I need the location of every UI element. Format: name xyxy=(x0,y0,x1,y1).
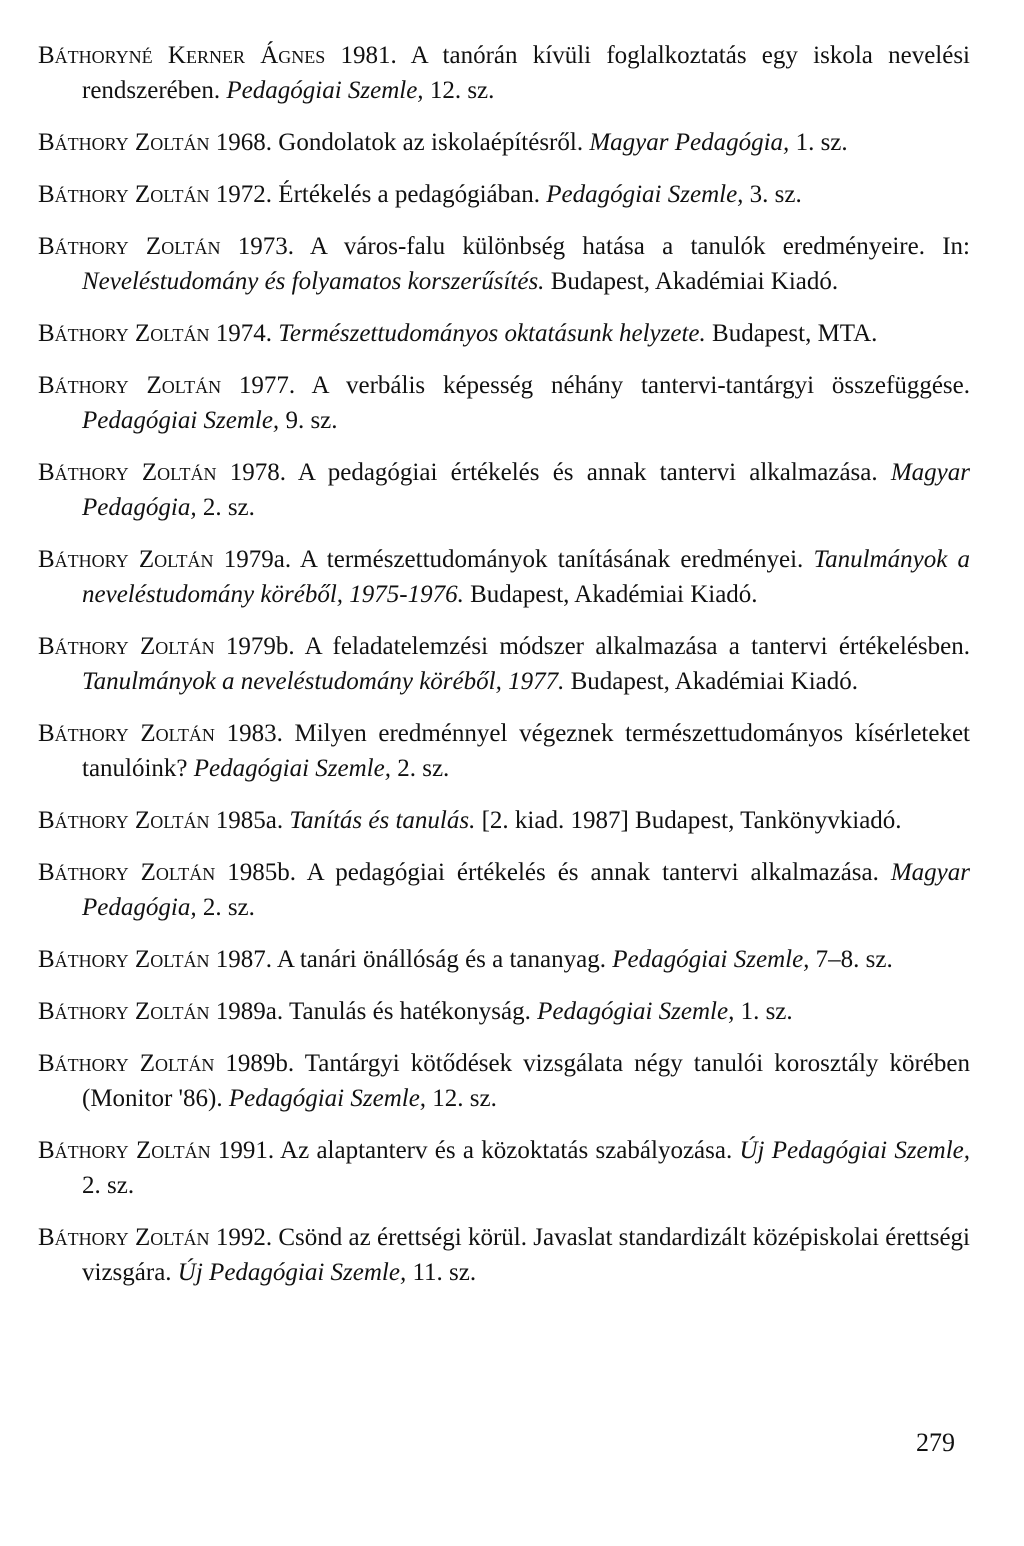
reference-text: Budapest, Akadémiai Kiadó. xyxy=(463,581,758,608)
reference-source-title: Új Pedagógiai Szemle, xyxy=(739,1137,970,1164)
reference-source-title: Természettudományos oktatásunk helyzete. xyxy=(278,320,706,347)
reference-year: 1978 xyxy=(229,459,280,486)
reference-text: . A verbális képesség néhány tantervi-tantárgyi összefüggése. xyxy=(288,372,970,399)
reference-author: Báthory Zoltán xyxy=(38,633,215,660)
reference-year: 1974 xyxy=(215,320,266,347)
reference-author: Báthory Zoltán xyxy=(38,720,215,747)
reference-author: Báthory Zoltán xyxy=(38,998,210,1025)
reference-entry xyxy=(38,229,970,299)
reference-source-title: Magyar Pedagógia, xyxy=(589,129,790,156)
reference-text: 2. sz. xyxy=(196,894,255,921)
reference-text: . A feladatelemzési módszer alkalmazása a tantervi értékelésben. xyxy=(288,633,970,660)
reference-entry xyxy=(38,1046,970,1116)
reference-year: 1973 xyxy=(237,233,288,260)
reference-year: 1968 xyxy=(215,129,266,156)
reference-text: . A tanórán kívüli foglalkoztatás egy iskola nevelési rendszerében. xyxy=(82,42,971,104)
reference-text: . A tanári önállóság és a tananyag. xyxy=(265,946,613,973)
reference-author: Báthory Zoltán xyxy=(38,807,210,834)
reference-text: . Milyen eredménnyel végeznek természettudományos kísérleteket tanulóink? xyxy=(82,720,970,782)
reference-source-title: Pedagógiai Szemle, xyxy=(193,755,391,782)
reference-entry xyxy=(38,38,970,108)
reference-text: 1. sz. xyxy=(734,998,793,1025)
reference-entry xyxy=(38,542,970,612)
reference-text: [2. kiad. 1987] Budapest, Tankönyvkiadó. xyxy=(475,807,902,834)
reference-text: . xyxy=(276,807,290,834)
reference-entry xyxy=(38,716,970,786)
reference-text: . Csönd az érettségi körül. Javaslat standardizált középiskolai érettségi vizsgára. xyxy=(82,1224,970,1286)
reference-year: 1987 xyxy=(215,946,266,973)
reference-year: 1983 xyxy=(226,720,277,747)
reference-text: 1. sz. xyxy=(789,129,848,156)
reference-source-title: Pedagógiai Szemle, xyxy=(226,77,424,104)
reference-source-title: Pedagógiai Szemle, xyxy=(537,998,735,1025)
reference-text: 7–8. sz. xyxy=(809,946,893,973)
reference-source-title: Tanulmányok a neveléstudomány köréből, 1975-1976. xyxy=(82,546,970,608)
reference-year: 1991 xyxy=(217,1137,268,1164)
reference-entry xyxy=(38,1220,970,1290)
reference-author: Báthory Zoltán xyxy=(38,859,216,886)
reference-year: 1989a xyxy=(215,998,277,1025)
reference-author: Báthoryné Kerner Ágnes xyxy=(38,42,326,69)
reference-source-title: Tanulmányok a neveléstudomány köréből, 1977. xyxy=(82,668,565,695)
reference-year: 1992 xyxy=(215,1224,266,1251)
reference-author: Báthory Zoltán xyxy=(38,372,222,399)
reference-author: Báthory Zoltán xyxy=(38,320,210,347)
reference-list xyxy=(38,38,970,1307)
reference-author: Báthory Zoltán xyxy=(38,1050,215,1077)
reference-text: 2. sz. xyxy=(196,494,255,521)
reference-year: 1972 xyxy=(215,181,266,208)
reference-text: 3. sz. xyxy=(743,181,802,208)
reference-author: Báthory Zoltán xyxy=(38,1137,211,1164)
reference-text: . Gondolatok az iskolaépítésről. xyxy=(265,129,590,156)
reference-text: 2. sz. xyxy=(390,755,450,782)
reference-year: 1979a xyxy=(223,546,285,573)
reference-entry xyxy=(38,368,970,438)
reference-source-title: Tanítás és tanulás. xyxy=(289,807,476,834)
reference-year: 1979b xyxy=(225,633,289,660)
reference-entry xyxy=(38,455,970,525)
reference-text: . A pedagógiai értékelés és annak tantervi alkalmazása. xyxy=(279,459,891,486)
reference-entry xyxy=(38,994,970,1029)
reference-entry xyxy=(38,629,970,699)
reference-text: 9. sz. xyxy=(279,407,338,434)
reference-source-title: Magyar Pedagógia, xyxy=(82,859,971,921)
reference-text: Budapest, MTA. xyxy=(705,320,878,347)
reference-entry xyxy=(38,855,970,925)
reference-author: Báthory Zoltán xyxy=(38,546,214,573)
reference-text: 2. sz. xyxy=(82,1172,135,1199)
reference-text: Budapest, Akadémiai Kiadó. xyxy=(564,668,859,695)
reference-entry xyxy=(38,942,970,977)
reference-entry xyxy=(38,316,970,351)
reference-text: Budapest, Akadémiai Kiadó. xyxy=(544,268,839,295)
reference-entry xyxy=(38,1133,970,1203)
reference-text: . Tantárgyi kötődések vizsgálata négy tanulói korosztály körében (Monitor '86). xyxy=(82,1050,970,1112)
reference-year: 1977 xyxy=(238,372,289,399)
reference-source-title: Új Pedagógiai Szemle, xyxy=(177,1259,407,1286)
reference-text: . xyxy=(265,320,279,347)
reference-source-title: Pedagógiai Szemle, xyxy=(612,946,810,973)
reference-author: Báthory Zoltán xyxy=(38,946,210,973)
reference-source-title: Pedagógiai Szemle, xyxy=(228,1085,427,1112)
reference-source-title: Pedagógiai Szemle, xyxy=(82,407,280,434)
reference-author: Báthory Zoltán xyxy=(38,233,221,260)
reference-text: . A természettudományok tanításának eredményei. xyxy=(284,546,814,573)
reference-text: . Tanulás és hatékonyság. xyxy=(276,998,538,1025)
page-number: 279 xyxy=(916,1428,955,1457)
reference-source-title: Neveléstudomány és folyamatos korszerűsítés. xyxy=(82,268,545,295)
reference-text: . Értékelés a pedagógiában. xyxy=(265,181,547,208)
reference-author: Báthory Zoltán xyxy=(38,129,210,156)
reference-entry xyxy=(38,177,970,212)
reference-year: 1981 xyxy=(340,42,391,69)
reference-source-title: Pedagógiai Szemle, xyxy=(546,181,744,208)
reference-author: Báthory Zoltán xyxy=(38,181,210,208)
reference-text: 11. sz. xyxy=(406,1259,477,1286)
reference-author: Báthory Zoltán xyxy=(38,459,217,486)
reference-author: Báthory Zoltán xyxy=(38,1224,210,1251)
reference-entry xyxy=(38,803,970,838)
reference-text: 12. sz. xyxy=(423,77,495,104)
reference-entry xyxy=(38,125,970,160)
reference-text: . A város-falu különbség hatása a tanulók eredményeire. In: xyxy=(287,233,970,260)
reference-year: 1985a xyxy=(215,807,277,834)
reference-text: . Az alaptanterv és a közoktatás szabályozása. xyxy=(267,1137,740,1164)
reference-text: . A pedagógiai értékelés és annak tantervi alkalmazása. xyxy=(289,859,891,886)
reference-text: 12. sz. xyxy=(426,1085,497,1112)
reference-year: 1989b xyxy=(225,1050,288,1077)
reference-source-title: Magyar Pedagógia, xyxy=(82,459,971,521)
reference-year: 1985b xyxy=(227,859,290,886)
